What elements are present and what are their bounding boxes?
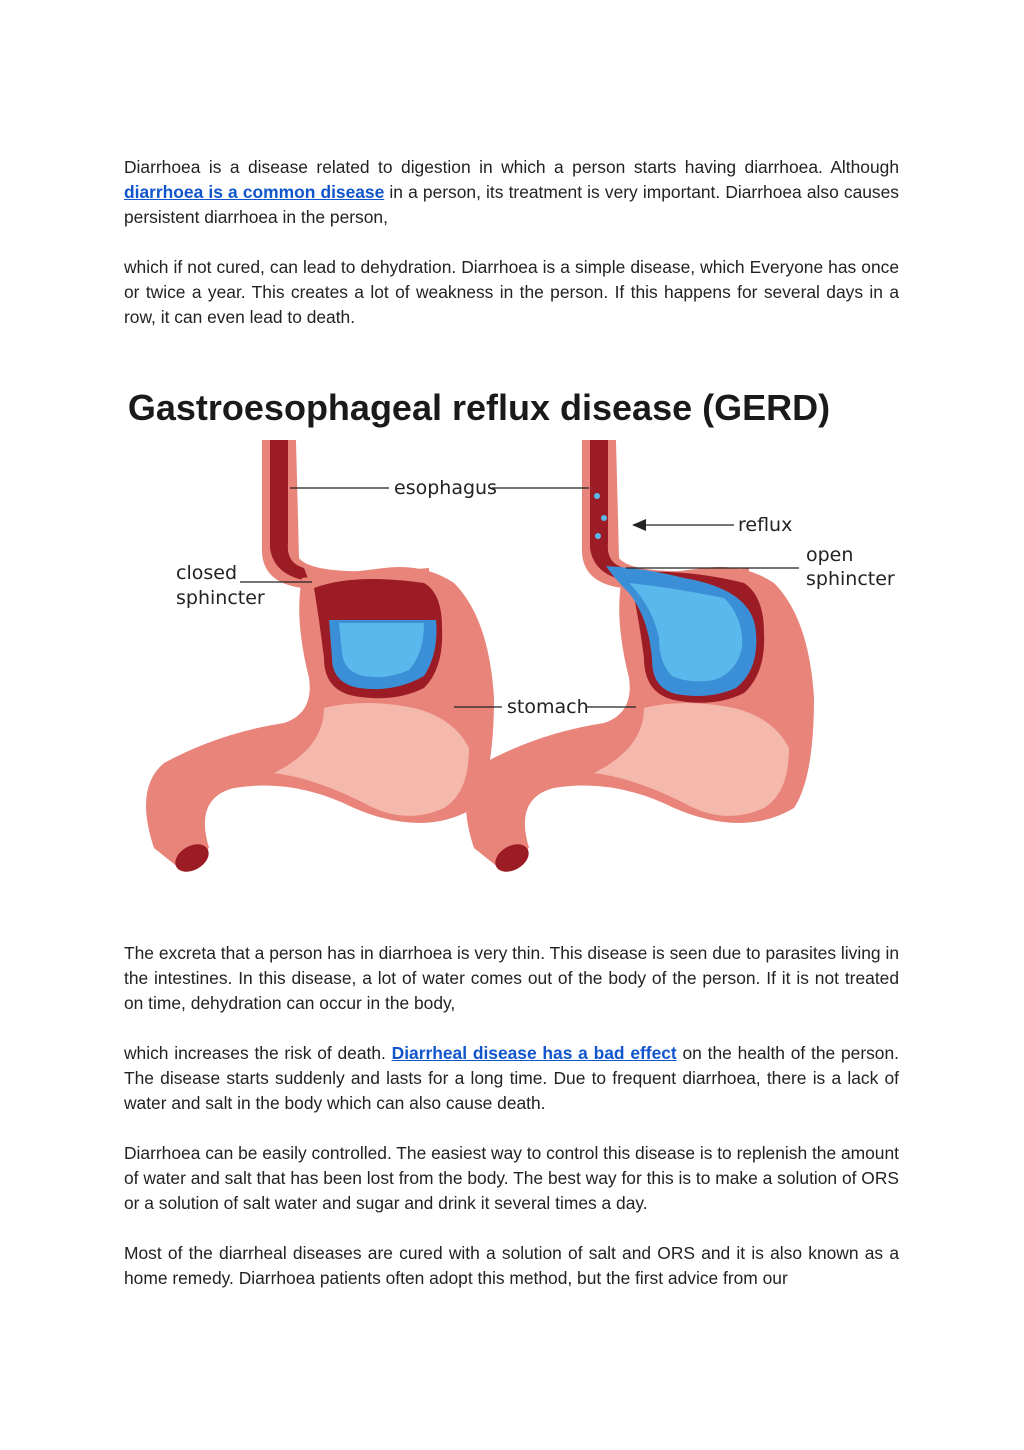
paragraph-1 — [124, 155, 899, 230]
label-open-sphincter: sphincter — [806, 568, 895, 590]
label-open: open — [806, 544, 854, 566]
label-stomach: stomach — [507, 696, 589, 718]
link-bad-effect[interactable]: Diarrheal disease has a bad effect — [391, 1043, 677, 1063]
label-reflux: reflux — [738, 514, 793, 536]
stomach-right — [466, 440, 814, 877]
paragraph-4 — [124, 1041, 899, 1116]
reflux-drop-2 — [601, 515, 607, 521]
paragraph-1-text-b: in a person, its treatment is very important. Diarrhoea also causes persistent diarrhoea in the person, — [124, 182, 899, 227]
paragraph-5: Diarrhoea can be easily controlled. The easiest way to control this disease is to replenish the amount of water and salt that has been lost from the body. The best way for this is to make a solution of ORS or a solution of salt water and sugar and drink it several times a day. — [124, 1143, 899, 1213]
paragraph-2: which if not cured, can lead to dehydration. Diarrhoea is a simple disease, which Everyone has once or twice a year. This creates a lot of weakness in the person. If this happens for several days in a row, it can even lead to death. — [124, 257, 899, 327]
gerd-illustration — [124, 378, 899, 888]
link-common-disease[interactable]: diarrhoea is a common disease — [124, 182, 385, 202]
reflux-drop-1 — [594, 493, 600, 499]
label-closed: closed — [176, 562, 237, 584]
label-closed-sphincter: sphincter — [176, 587, 265, 609]
paragraph-3: The excreta that a person has in diarrhoea is very thin. This disease is seen due to parasites living in the intestines. In this disease, a lot of water comes out of the body of the person. If it is not treated on time, dehydration can occur in the body, — [124, 943, 899, 1013]
paragraph-6: Most of the diarrheal diseases are cured with a solution of salt and ORS and it is also known as a home remedy. Diarrhoea patients often adopt this method, but the first advice from our — [124, 1243, 899, 1288]
paragraph-4-text-b: on the health of the person. The disease starts suddenly and lasts for a long time. Due to frequent diarrhoea, there is a lack of water and salt in the body which can also cause death. — [124, 1043, 899, 1113]
document-body-top — [124, 155, 899, 355]
gerd-diagram — [124, 378, 899, 888]
reflux-drop-3 — [595, 533, 601, 539]
figure-title: Gastroesophageal reflux disease (GERD) — [127, 387, 831, 428]
document-body-bottom — [124, 941, 899, 1316]
paragraph-1-text-a: Diarrhoea is a disease related to digestion in which a person starts having diarrhoea. Although — [124, 157, 899, 177]
stomach-left — [146, 440, 494, 877]
label-esophagus: esophagus — [394, 477, 497, 499]
paragraph-4-text-a: which increases the risk of death. — [124, 1043, 392, 1063]
reflux-arrow-icon — [632, 519, 646, 531]
